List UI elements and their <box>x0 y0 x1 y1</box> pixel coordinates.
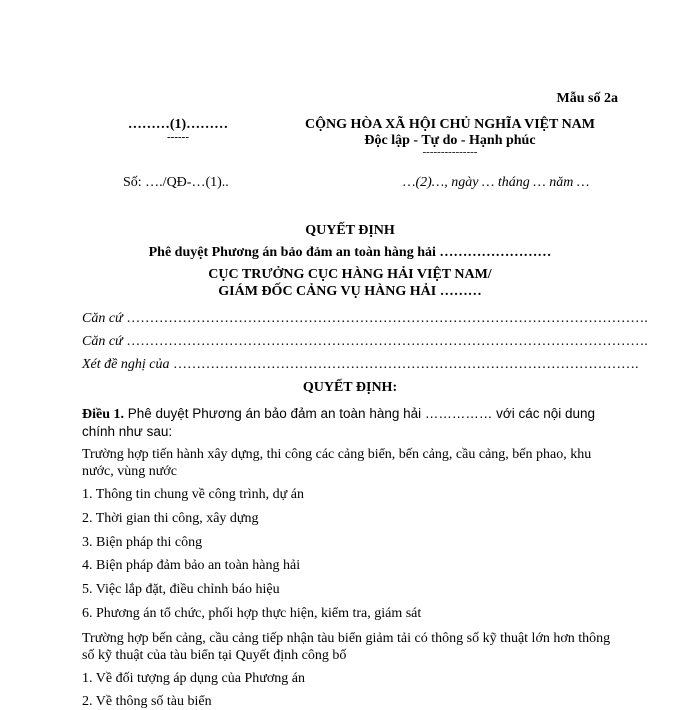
decision-heading: QUYẾT ĐỊNH: <box>302 380 398 395</box>
list-item: 4. Biện pháp đảm bảo an toàn hàng hải <box>82 558 301 573</box>
basis-line <box>82 357 638 373</box>
list-item: 2. Thời gian thi công, xây dựng <box>82 511 259 526</box>
basis-line <box>82 311 648 327</box>
agency-rule: ------ <box>167 131 189 143</box>
list-item: 2. Về thông số tàu biển <box>82 694 212 709</box>
national-motto: Độc lập - Tự do - Hạnh phúc <box>364 133 536 148</box>
article-1-text: Phê duyệt Phương án bảo đảm an toàn hàng hải …………… với các nội dung chính như sau: <box>82 406 596 439</box>
basis-label: Căn cứ <box>82 311 123 326</box>
list-item: 5. Việc lắp đặt, điều chỉnh báo hiệu <box>82 582 280 597</box>
republic-name: CỘNG HÒA XÃ HỘI CHỦ NGHĨA VIỆT NAM <box>304 117 595 132</box>
basis-label: Xét đề nghị của <box>82 357 170 372</box>
motto-rule: --------------- <box>422 146 478 158</box>
authority-line-1: CỤC TRƯỞNG CỤC HÀNG HẢI VIỆT NAM/ <box>208 267 492 282</box>
list-item: 3. Biện pháp thi công <box>82 535 203 550</box>
basis-dots: …………………………………………………………………………………………………. <box>126 311 648 326</box>
document-title: QUYẾT ĐỊNH <box>305 223 395 238</box>
case-2-text: Trường hợp bến cảng, cầu cảng tiếp nhận tàu biển giảm tải có thông số kỹ thuật lớn hơn thông số kỹ thuật của tàu biển tại Quyết định công bố <box>82 631 611 663</box>
article-1-label: Điều 1. <box>82 407 124 422</box>
form-number: Mẫu số 2a <box>556 91 618 106</box>
date-line: …(2)…, ngày … tháng … năm … <box>403 175 590 190</box>
list-item: 6. Phương án tổ chức, phối hợp thực hiện, kiểm tra, giám sát <box>82 606 422 621</box>
list-item: 1. Về đối tượng áp dụng của Phương án <box>82 671 305 686</box>
basis-dots: …………………………………………………………………………………………………. <box>126 334 648 349</box>
basis-dots: ………………………………………………………………………………………. <box>172 357 639 372</box>
document-subject: Phê duyệt Phương án bảo đảm an toàn hàng hải …………………… <box>148 245 552 260</box>
agency-placeholder: ………(1)……… <box>127 117 229 132</box>
basis-label: Căn cứ <box>82 334 123 349</box>
case-1-text: Trường hợp tiến hành xây dựng, thi công các cảng biển, bến cảng, cầu cảng, bến phao, khu nước, vùng nước <box>82 447 592 479</box>
decision-number: Số: …./QĐ-…(1).. <box>123 175 229 190</box>
list-item: 1. Thông tin chung về công trình, dự án <box>82 487 304 502</box>
authority-line-2: GIÁM ĐỐC CẢNG VỤ HÀNG HẢI ……… <box>218 284 482 299</box>
basis-line <box>82 334 648 350</box>
article-1 <box>82 405 622 441</box>
